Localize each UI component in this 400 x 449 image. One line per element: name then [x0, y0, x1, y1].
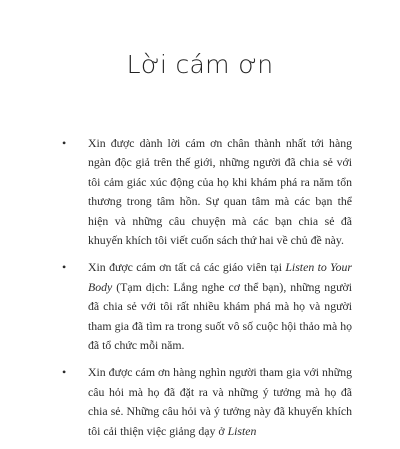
list-item [60, 134, 352, 250]
list-item [60, 258, 352, 355]
book-title-italic: Listen to Your Body [88, 260, 353, 294]
item-text: Xin được dành lời cám ơn chân thành nhất tới hàng ngàn độc giả trên thế giới, những người đã chia sẻ với tôi cảm giác xúc động của họ khi khám phá ra năm tổn thương trong tâm hồn. Sự quan tâm mà các bạn thể hiện và những câu chuyện mà các bạn chia sẻ đã khuyến khích tôi viết cuốn sách thứ hai về chủ đề này. [88, 136, 352, 248]
item-text: Xin được cám ơn tất cả các giáo viên tại [88, 260, 286, 275]
bullet-icon: • [62, 365, 67, 380]
bullet-icon: • [62, 136, 67, 150]
page-title: Lời cám ơn [126, 50, 274, 79]
bullet-icon: • [62, 260, 67, 275]
list-item [60, 363, 352, 441]
item-text: (Tạm dịch: Lắng nghe cơ thể bạn), những người đã chia sẻ với tôi rất nhiều khám phá mà họ và người tham gia đã tìm ra trong suốt vô số cuộc hội thảo mà họ đã tổ chức mỗi năm. [88, 279, 352, 353]
item-text: Xin được cám ơn hàng nghìn người tham gia với những câu hỏi mà họ đã đặt ra và những ý tưởng mà họ đã chia sẻ. Những câu hỏi và ý tưởng này đã khuyến khích tôi cải thiện việc giảng dạy ở [88, 365, 352, 438]
acknowledgement-list [60, 134, 352, 449]
book-title-italic: Listen [227, 423, 257, 438]
